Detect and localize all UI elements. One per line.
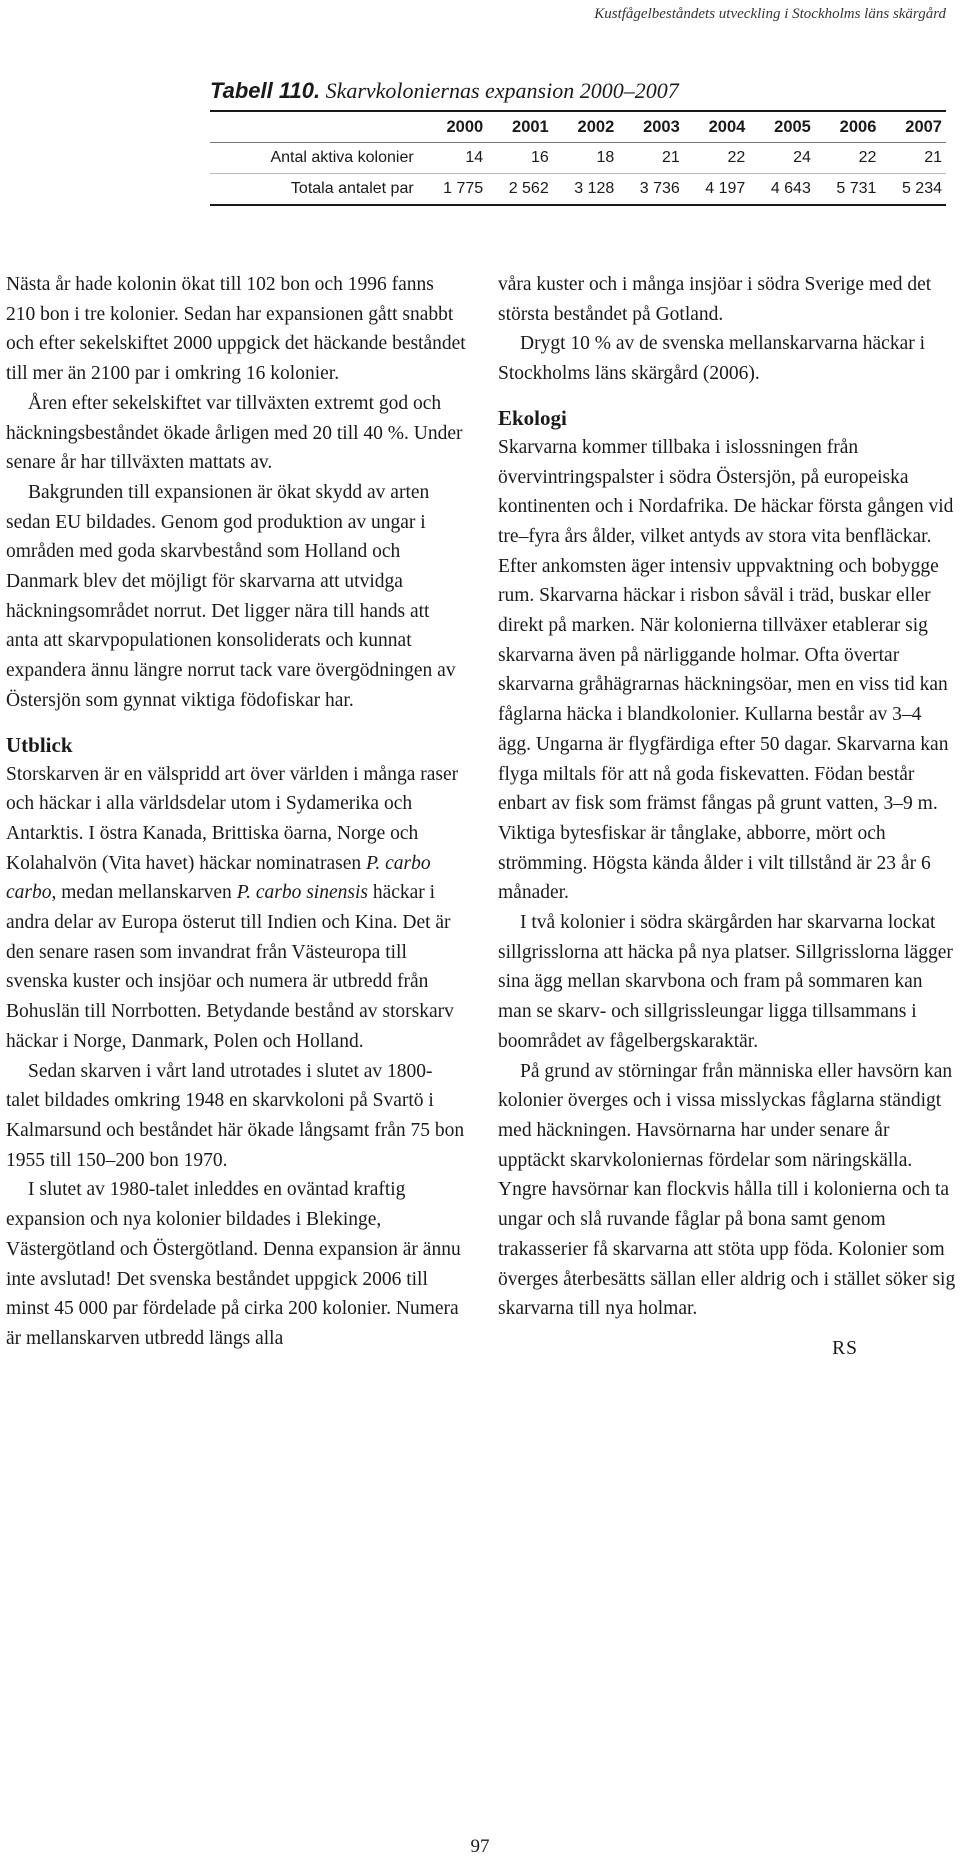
table-cell: 5 234 bbox=[901, 180, 942, 197]
table-cell: 3 736 bbox=[639, 180, 680, 197]
year-header: 2006 bbox=[839, 117, 877, 136]
colony-expansion-table bbox=[210, 110, 946, 206]
year-header: 2002 bbox=[577, 117, 615, 136]
body-paragraph: Nästa år hade kolonin ökat till 102 bon och 1996 fanns 210 bon i tre kolonier. Sedan har expansionen gått snabbt och efter sekelskiftet 2000 uppgick det häckande beståndet till mer än 2100 par i omkring 16 kolonier. bbox=[6, 274, 466, 385]
body-paragraph: Åren efter sekelskiftet var tillväxten extremt god och häckningsbeståndet ökade årligen med 20 till 40 %. Under senare år har tillväxten mattats av. bbox=[6, 392, 463, 474]
author-signature: RS bbox=[832, 1337, 858, 1359]
row-label: Totala antalet par bbox=[290, 180, 414, 197]
table-cell: 22 bbox=[727, 149, 746, 166]
table-cell: 5 731 bbox=[836, 180, 877, 197]
table-cell: 24 bbox=[793, 149, 811, 166]
left-column bbox=[6, 270, 466, 1354]
table-header-empty bbox=[210, 111, 422, 143]
body-paragraph: våra kuster och i många insjöar i södra Sverige med det största beståndet på Gotland. bbox=[498, 274, 932, 325]
table-cell: 16 bbox=[530, 149, 549, 166]
table-label: Tabell 110. bbox=[210, 78, 321, 103]
section-heading-utblick: Utblick bbox=[6, 732, 73, 757]
table-cell: 1 775 bbox=[443, 180, 484, 197]
running-header: Kustfågelbeståndets utveckling i Stockholms läns skärgård bbox=[594, 6, 946, 22]
table-row bbox=[210, 143, 946, 174]
table-row bbox=[210, 174, 946, 206]
year-header: 2001 bbox=[512, 117, 549, 136]
body-paragraph: I två kolonier i södra skärgården har skarvarna lockat sillgrisslorna att häcka på nya platser. Sillgrisslorna lägger sina ägg mellan skarvbona och fram på sommaren kan man se skarv- och sillgrissleungar ligga tillsammans i boområdet av fågelbergskaraktär. bbox=[498, 912, 953, 1052]
body-paragraph: Drygt 10 % av de svenska mellanskarvarna häckar i Stockholms läns skärgård (2006). bbox=[498, 333, 926, 385]
text-run: , medan mellanskarven bbox=[51, 882, 237, 904]
table-header-row bbox=[210, 111, 946, 143]
body-paragraph: I slutet av 1980-talet inleddes en oväntad kraftig expansion och nya kolonier bildades i Blekinge, Västergötland och Östergötland. Denna expansion är ännu inte avslutad! Det svenska beståndet uppgick 2006 till minst 45 000 par fördelade på cirka 200 kolonier. Numera är mellanskarven utbredd längs alla bbox=[6, 1179, 461, 1349]
table-cell: 21 bbox=[662, 149, 680, 166]
body-paragraph bbox=[6, 760, 466, 1057]
text-run: häckar i andra delar av Europa österut till Indien och Kina. Det är den senare rasen som invandrat från Västeuropa till svenska kuster och insjöar och numera är utbredd från Bohuslän till Norrbotten. Betydande bestånd av storskarv häckar i Norge, Danmark, Polen och Holland. bbox=[6, 882, 454, 1052]
text-run: Storskarven är en välspridd art över världen i många raser och häckar i alla världsdelar utom i Sydamerika och Antarktis. I östra Kanada, Brittiska öarna, Norge och Kolahalvön (Vita havet) häckar nominatrasen bbox=[6, 763, 459, 874]
right-column bbox=[498, 270, 958, 1364]
year-header: 2003 bbox=[643, 117, 680, 136]
table-title: Skarvkoloniernas expansion 2000–2007 bbox=[325, 78, 679, 103]
body-paragraph: Sedan skarven i vårt land utrotades i slutet av 1800-talet bildades omkring 1948 en skarvkoloni på Svartö i Kalmarsund och beståndet här ökade långsamt från 75 bon 1955 till 150–200 bon 1970. bbox=[6, 1060, 465, 1171]
table-cell: 22 bbox=[858, 149, 877, 166]
year-header: 2005 bbox=[774, 117, 811, 136]
table-caption bbox=[210, 78, 679, 104]
year-header: 2007 bbox=[905, 117, 942, 136]
table-cell: 14 bbox=[465, 149, 484, 166]
page-number: 97 bbox=[470, 1836, 490, 1857]
table-cell: 4 643 bbox=[770, 180, 811, 197]
body-paragraph: Bakgrunden till expansionen är ökat skydd av arten sedan EU bildades. Genom god produktion av ungar i områden med goda skarvbestånd som Holland och Danmark blev det möjligt för skarvarna att utvidga häckningsområdet norrut. Det ligger nära till hands att anta att skarvpopulationen konsoliderats och kunnat expandera ännu längre norrut tack vare övergödningen av Östersjön som gynnat viktiga födofiskar har. bbox=[6, 481, 456, 711]
body-paragraph: På grund av störningar från människa eller havsörn kan kolonier överges och i vissa misslyckas fåglarna ständigt med häckningen. Havsörnarna har under senare år upptäckt skarvkoloniernas fördelar som näringskälla. Yngre havsörnar kan flockvis hålla till i kolonierna och ta ungar och slå ruvande fåglar på bona samt genom trakasserier få skarvarna att stöta upp föda. Kolonier som överges återbesätts sällan eller aldrig och i stället söker sig skarvarna till nya holmar. bbox=[498, 1060, 956, 1320]
species-name: P. carbo sinensis bbox=[236, 882, 368, 904]
year-header: 2004 bbox=[708, 117, 746, 136]
table-cell: 18 bbox=[596, 149, 615, 166]
table-cell: 2 562 bbox=[508, 180, 549, 197]
species-name: P. carbo carbo bbox=[6, 852, 431, 904]
table-cell: 4 197 bbox=[705, 180, 746, 197]
row-label: Antal aktiva kolonier bbox=[270, 149, 414, 166]
body-paragraph: Skarvarna kommer tillbaka i islossningen från övervintringspalster i södra Östersjön, på europeiska kontinenten och i Nordafrika. De häckar första gången vid tre–fyra års ålder, vilket antyds av stora vita benfläckar. Efter ankomsten äger intensiv uppvaktning och bobygge rum. Skarvarna häckar i risbon såväl i träd, buskar eller direkt på marken. När kolonierna tillväxer etablerar sig skarvarna även på närliggande holmar. Ofta övertar skarvarna gråhägrarnas häckningsöar, men en viss tid kan fåglarna häcka i blandkolonier. Kullarna består av 3–4 ägg. Ungarna är flygfärdiga efter 50 dagar. Skarvarna kan flyga miltals för att nå goda fiskevatten. Födan består enbart av fisk som främst fångas på grunt vatten, 3–9 m. Viktiga bytesfiskar är tånglake, abborre, mört och strömming. Högsta kända ålder i vilt tillstånd är 23 år 6 månader. bbox=[498, 436, 954, 904]
section-heading-ekologi: Ekologi bbox=[498, 405, 567, 430]
table-cell: 21 bbox=[924, 149, 942, 166]
year-header: 2000 bbox=[446, 117, 484, 136]
table-cell: 3 128 bbox=[574, 180, 615, 197]
